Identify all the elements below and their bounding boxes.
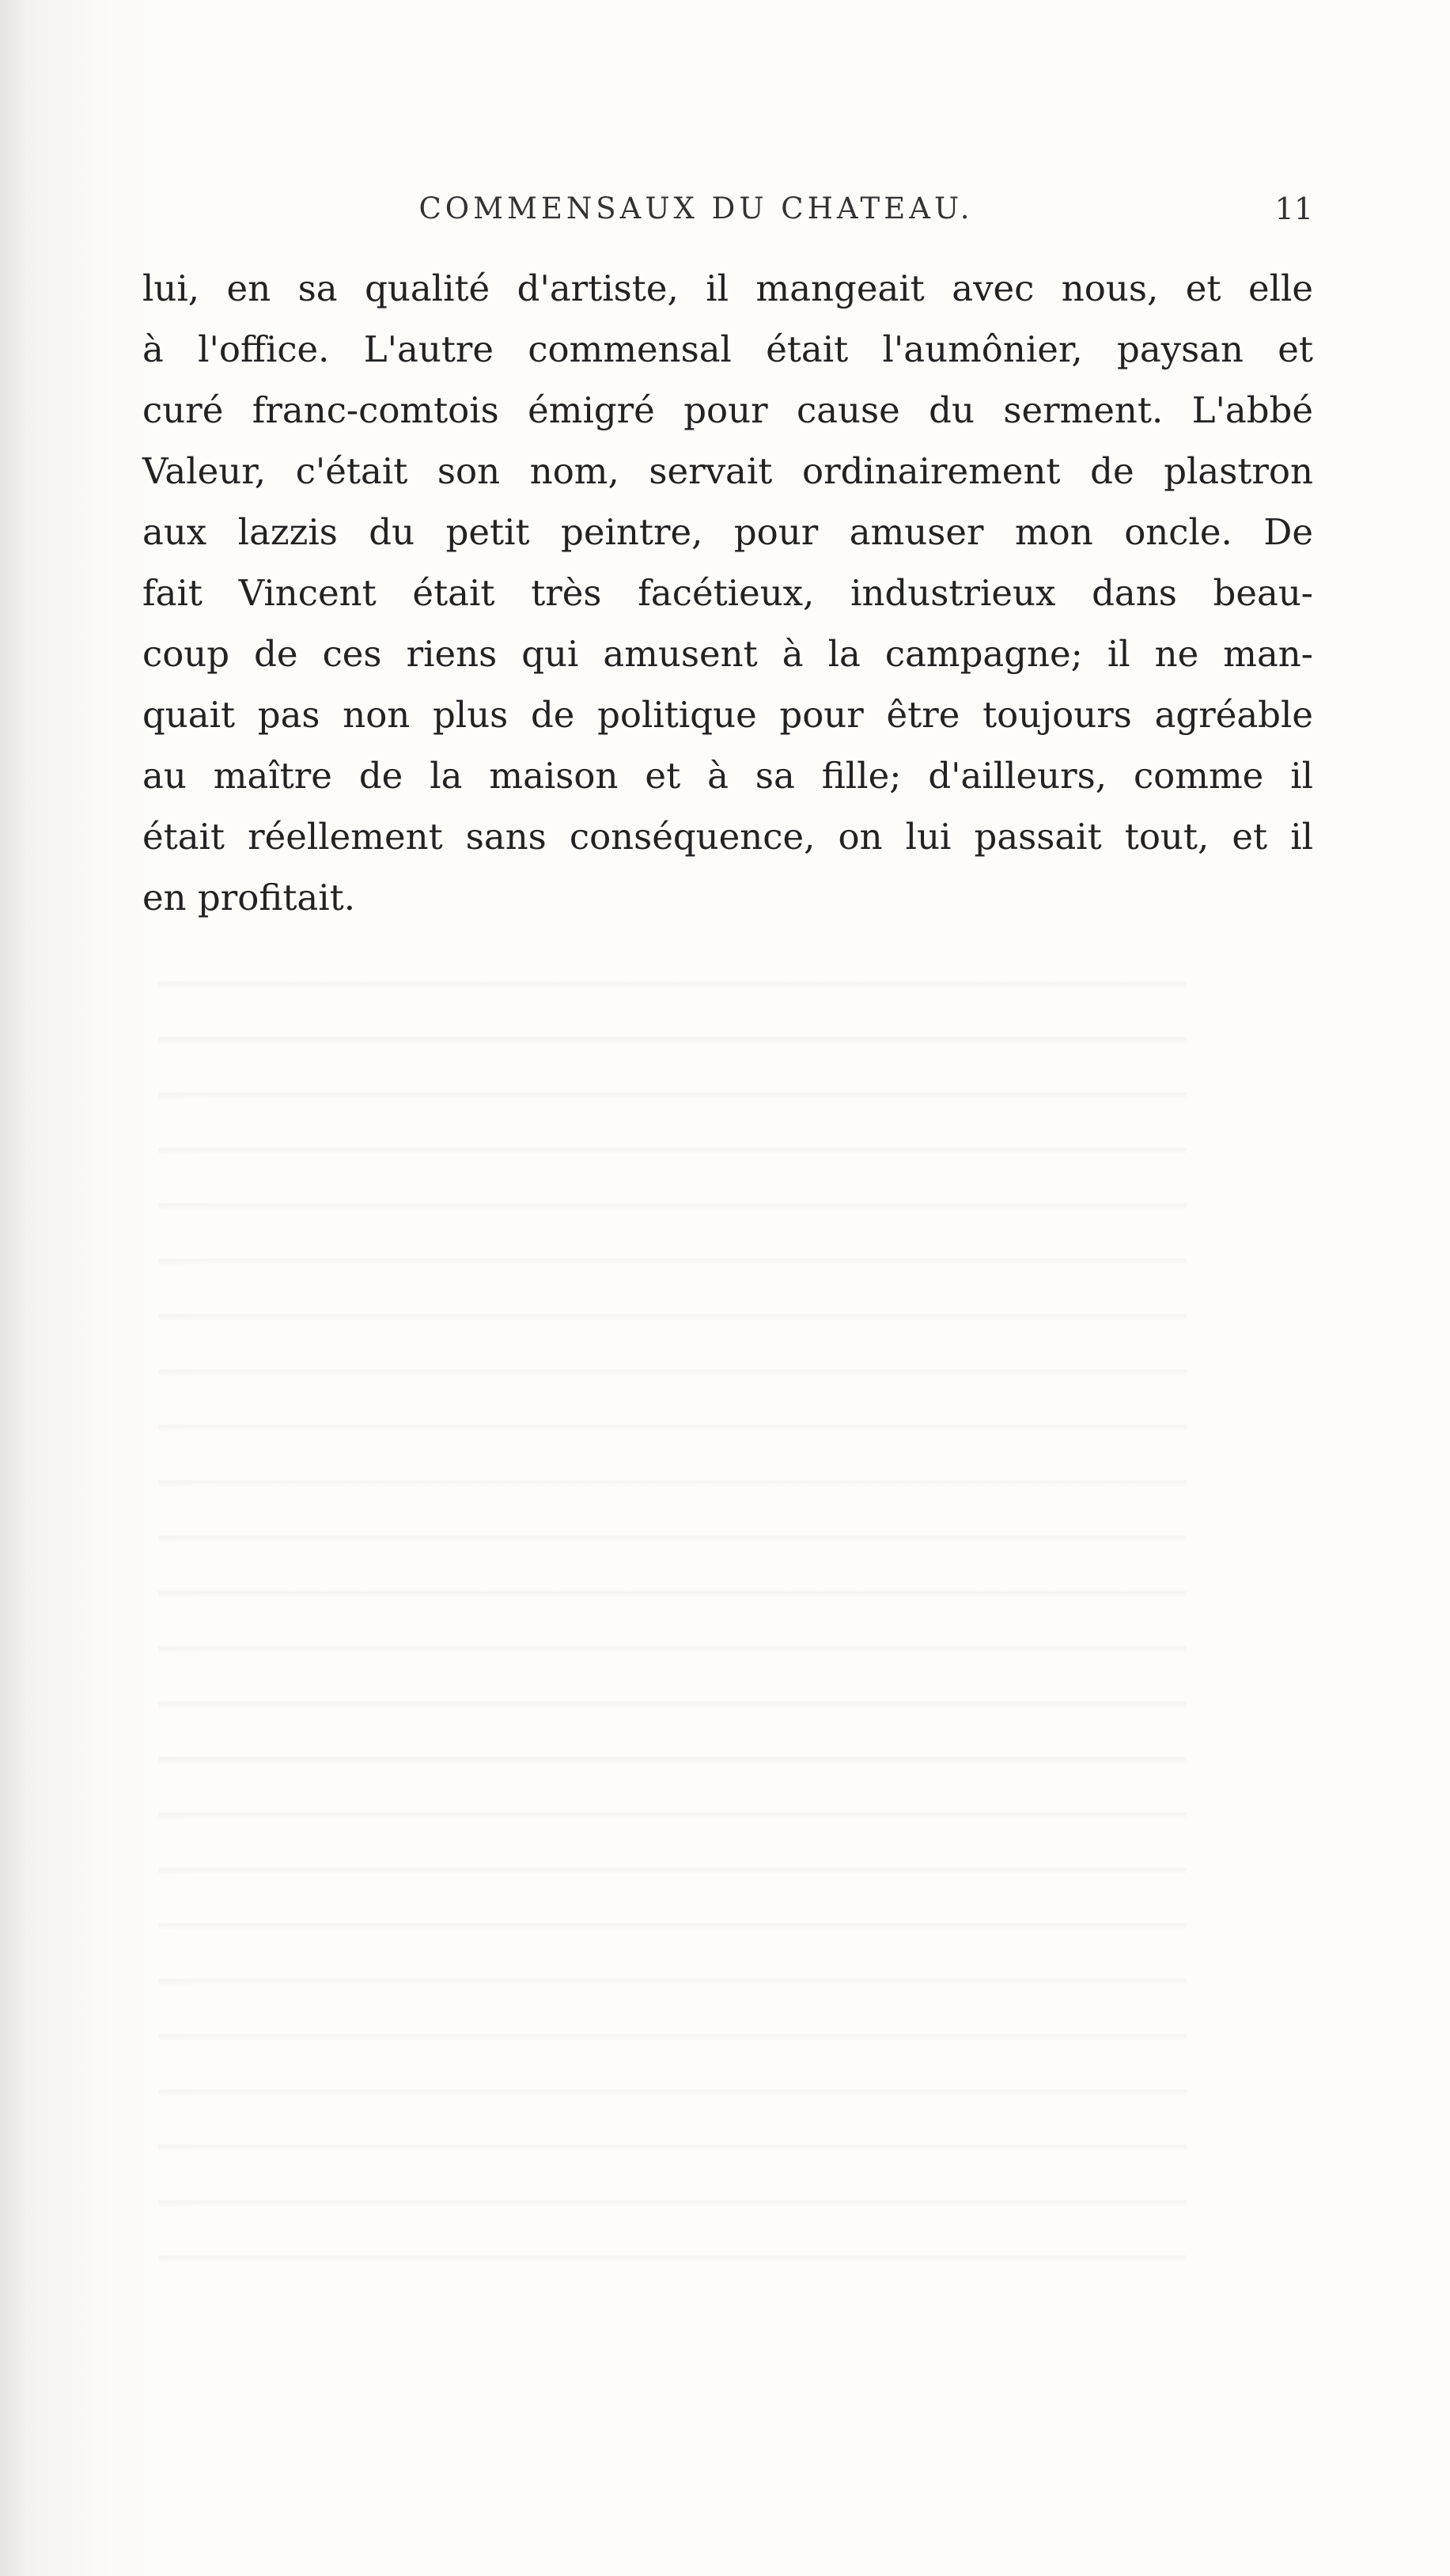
text-line: curé franc-comtois émigré pour cause du serment. L'abbé (142, 389, 1313, 431)
text-line: au maître de la maison et à sa fille; d'ailleurs, comme il (142, 755, 1313, 797)
text-line-last: en profitait. (142, 877, 356, 919)
text-line: aux lazzis du petit peintre, pour amuser mon oncle. De (142, 511, 1313, 553)
text-line: était réellement sans conséquence, on lui passait tout, et il (142, 816, 1313, 858)
gutter-shadow (0, 0, 27, 2576)
page-number: 11 (1274, 191, 1313, 226)
show-through-bleed (158, 934, 1187, 2279)
text-line: coup de ces riens qui amusent à la campagne; il ne man- (142, 633, 1313, 675)
running-head (142, 187, 1313, 234)
text-line: fait Vincent était très facétieux, industrieux dans beau- (142, 572, 1313, 614)
body-text (142, 258, 1313, 928)
text-line: quait pas non plus de politique pour être toujours agréable (142, 694, 1313, 736)
running-title: COMMENSAUX DU CHATEAU. (418, 191, 974, 225)
text-line: à l'office. L'autre commensal était l'aumônier, paysan et (142, 328, 1313, 370)
text-line: lui, en sa qualité d'artiste, il mangeait avec nous, et elle (142, 267, 1313, 309)
text-line: Valeur, c'était son nom, servait ordinairement de plastron (142, 450, 1313, 492)
